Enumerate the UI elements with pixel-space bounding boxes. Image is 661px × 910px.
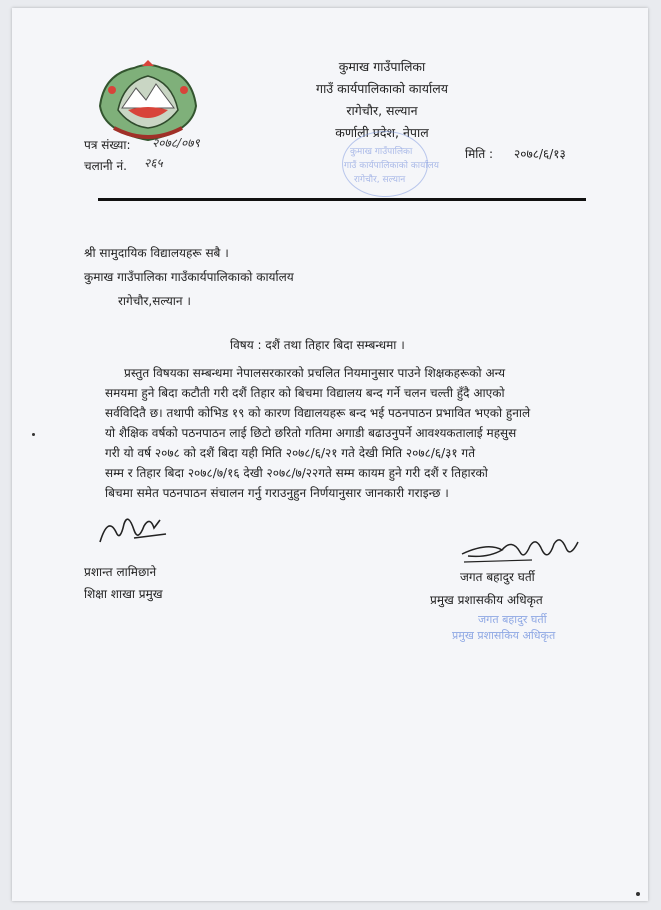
body-line-3: सर्वविदितै छ। तथापी कोभिड १९ को कारण विद्यालयहरू बन्द भई पठनपाठन प्रभावित भएको हुनाले <box>105 406 531 420</box>
letter-number-label: पत्र संख्या: <box>84 138 131 152</box>
date-value: २०७८/६/१३ <box>514 147 566 161</box>
header-divider <box>98 198 586 201</box>
paper-mark <box>32 433 35 436</box>
document-page <box>12 8 648 901</box>
stamp-line-3: रागेचौर, सल्यान <box>354 175 406 185</box>
dispatch-number-value: २६५ <box>144 156 163 170</box>
signatory-right-name: जगत बहादुर घर्ती <box>460 570 535 584</box>
body-line-4: यो शैक्षिक वर्षको पठनपाठन लाई छिटो छरितो गतिमा अगाडी बढाउनुपर्ने आवश्यकतालाई महसुस <box>105 426 517 440</box>
body-line-5: गरी यो वर्ष २०७८ को दशैं बिदा यही मिति २०७८/६/२१ गते देखी मिति २०७८/६/३१ गते <box>105 446 476 460</box>
stamp-line-2: गाउँ कार्यपालिकाको कार्यालय <box>344 161 439 171</box>
body-line-6: सम्म र तिहार बिदा २०७८/७/१६ देखी २०७८/७/२२गते सम्म कायम हुने गरी दशैं र तिहारको <box>105 466 488 480</box>
letter-number-value: २०७८/०७९ <box>152 136 200 150</box>
signature-right-icon <box>458 528 584 568</box>
official-stamp-title: प्रमुख प्रशासकिय अधिकृत <box>452 629 556 642</box>
subject-line: विषय : दशैं तथा तिहार बिदा सम्बन्धमा । <box>230 338 405 352</box>
nepal-emblem-icon <box>94 60 202 144</box>
body-line-7: बिचमा समेत पठनपाठन संचालन गर्नु गराउनुहुन निर्णयानुसार जानकारी गराइन्छ । <box>105 486 449 500</box>
recipient-line-1: श्री सामुदायिक विद्यालयहरू सबै । <box>84 246 229 260</box>
signatory-left-title: शिक्षा शाखा प्रमुख <box>84 587 163 601</box>
paper-mark <box>636 892 640 896</box>
signatory-right-title: प्रमुख प्रशासकीय अधिकृत <box>430 593 543 607</box>
body-line-2: समयमा हुने बिदा कटौती गरी दशैं तिहार को बिचमा विद्यालय बन्द गर्ने चलन चल्ती हुँदै आएको <box>105 386 505 400</box>
stamp-line-1: कुमाख गाउँपालिका <box>350 147 413 157</box>
dispatch-number-label: चलानी नं. <box>84 159 127 173</box>
header-office-name: कुमाख गाउँपालिका <box>338 59 426 74</box>
recipient-line-3: रागेचौर,सल्यान । <box>118 294 191 308</box>
signatory-left-name: प्रशान्त लामिछाने <box>84 565 157 579</box>
signature-left-icon <box>94 508 174 554</box>
recipient-line-2: कुमाख गाउँपालिका गाउँकार्यपालिकाको कार्यालय <box>84 270 294 284</box>
official-stamp-name: जगत बहादुर घर्ती <box>478 613 547 626</box>
header-province: कर्णाली प्रदेश, नेपाल <box>335 125 429 140</box>
header-address: रागेचौर, सल्यान <box>346 103 418 118</box>
date-label: मिति : <box>465 147 494 161</box>
body-line-1: प्रस्तुत विषयका सम्बन्धमा नेपालसरकारको प्रचलित नियमानुसार पाउने शिक्षकहरूको अन्य <box>124 366 506 380</box>
header-office-type: गाउँ कार्यपालिकाको कार्यालय <box>316 81 448 96</box>
